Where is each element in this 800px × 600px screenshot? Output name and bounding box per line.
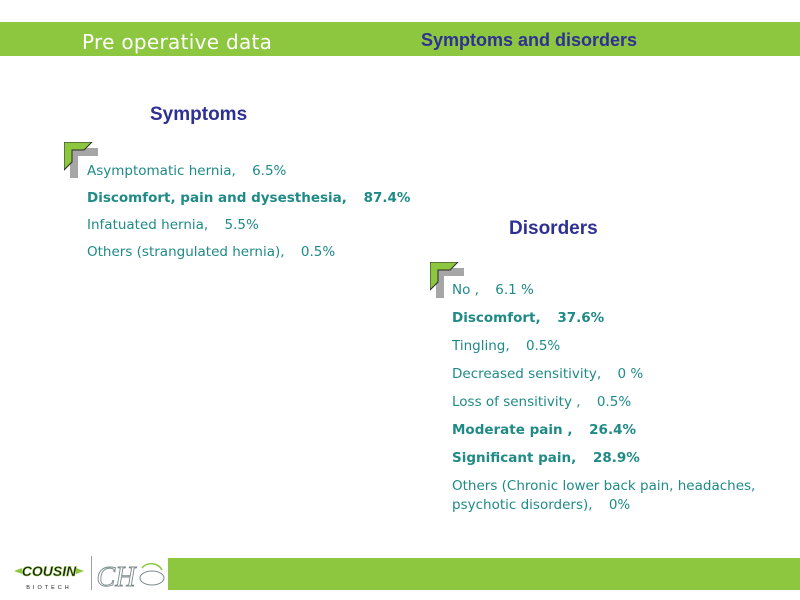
- list-item: [452, 281, 762, 300]
- symptoms-list: [87, 162, 410, 270]
- item-label: Moderate pain ,: [452, 422, 573, 438]
- item-label: Loss of sensitivity ,: [452, 394, 581, 410]
- list-item: [452, 309, 762, 328]
- cousin-logo-text: COUSIN: [21, 563, 77, 579]
- slide-title: Pre operative data: [82, 30, 273, 54]
- ch-logo-text: CH: [96, 562, 136, 592]
- list-item: [452, 393, 762, 412]
- item-label: Others (Chronic lower back pain, headaches, psychotic disorders),: [452, 478, 756, 513]
- list-item: [452, 421, 762, 440]
- item-label: Tingling,: [452, 338, 510, 354]
- list-item: [87, 189, 410, 208]
- disorders-title: Disorders: [509, 218, 598, 239]
- symptoms-title: Symptoms: [150, 104, 248, 125]
- item-label: Others (strangulated hernia),: [87, 244, 285, 260]
- item-value: 0.5%: [525, 338, 561, 354]
- item-value: 87.4%: [363, 190, 411, 206]
- item-label: Asymptomatic hernia,: [87, 163, 236, 179]
- item-label: No ,: [452, 282, 479, 298]
- list-item: [452, 449, 762, 468]
- list-item: [87, 162, 410, 181]
- item-value: 0.5%: [596, 394, 632, 410]
- list-item: [452, 365, 762, 384]
- item-value: 0 %: [617, 366, 644, 382]
- item-label: Decreased sensitivity,: [452, 366, 602, 382]
- item-value: 37.6%: [557, 310, 605, 326]
- item-label: Significant pain,: [452, 450, 577, 466]
- slide-subtitle: Symptoms and disorders: [421, 30, 638, 50]
- list-item: [452, 477, 762, 515]
- item-label: Discomfort,: [452, 310, 541, 326]
- item-value: 28.9%: [592, 450, 640, 466]
- item-value: 6.1 %: [495, 282, 534, 298]
- cousin-biotech-logo: [14, 560, 84, 592]
- ch-logo: [92, 556, 168, 592]
- footer-bar: [168, 558, 800, 590]
- disorders-list: [452, 281, 762, 524]
- item-value: 0.5%: [300, 244, 336, 260]
- list-item: [87, 243, 410, 262]
- item-value: 0%: [608, 497, 631, 513]
- item-value: 5.5%: [224, 217, 259, 233]
- list-item: [87, 216, 410, 235]
- item-value: 6.5%: [252, 163, 287, 179]
- item-label: Infatuated hernia,: [87, 217, 209, 233]
- item-value: 26.4%: [589, 422, 636, 438]
- cousin-logo-subtext: BIOTECH: [26, 585, 72, 591]
- item-label: Discomfort, pain and dysesthesia,: [87, 190, 347, 206]
- list-item: [452, 337, 762, 356]
